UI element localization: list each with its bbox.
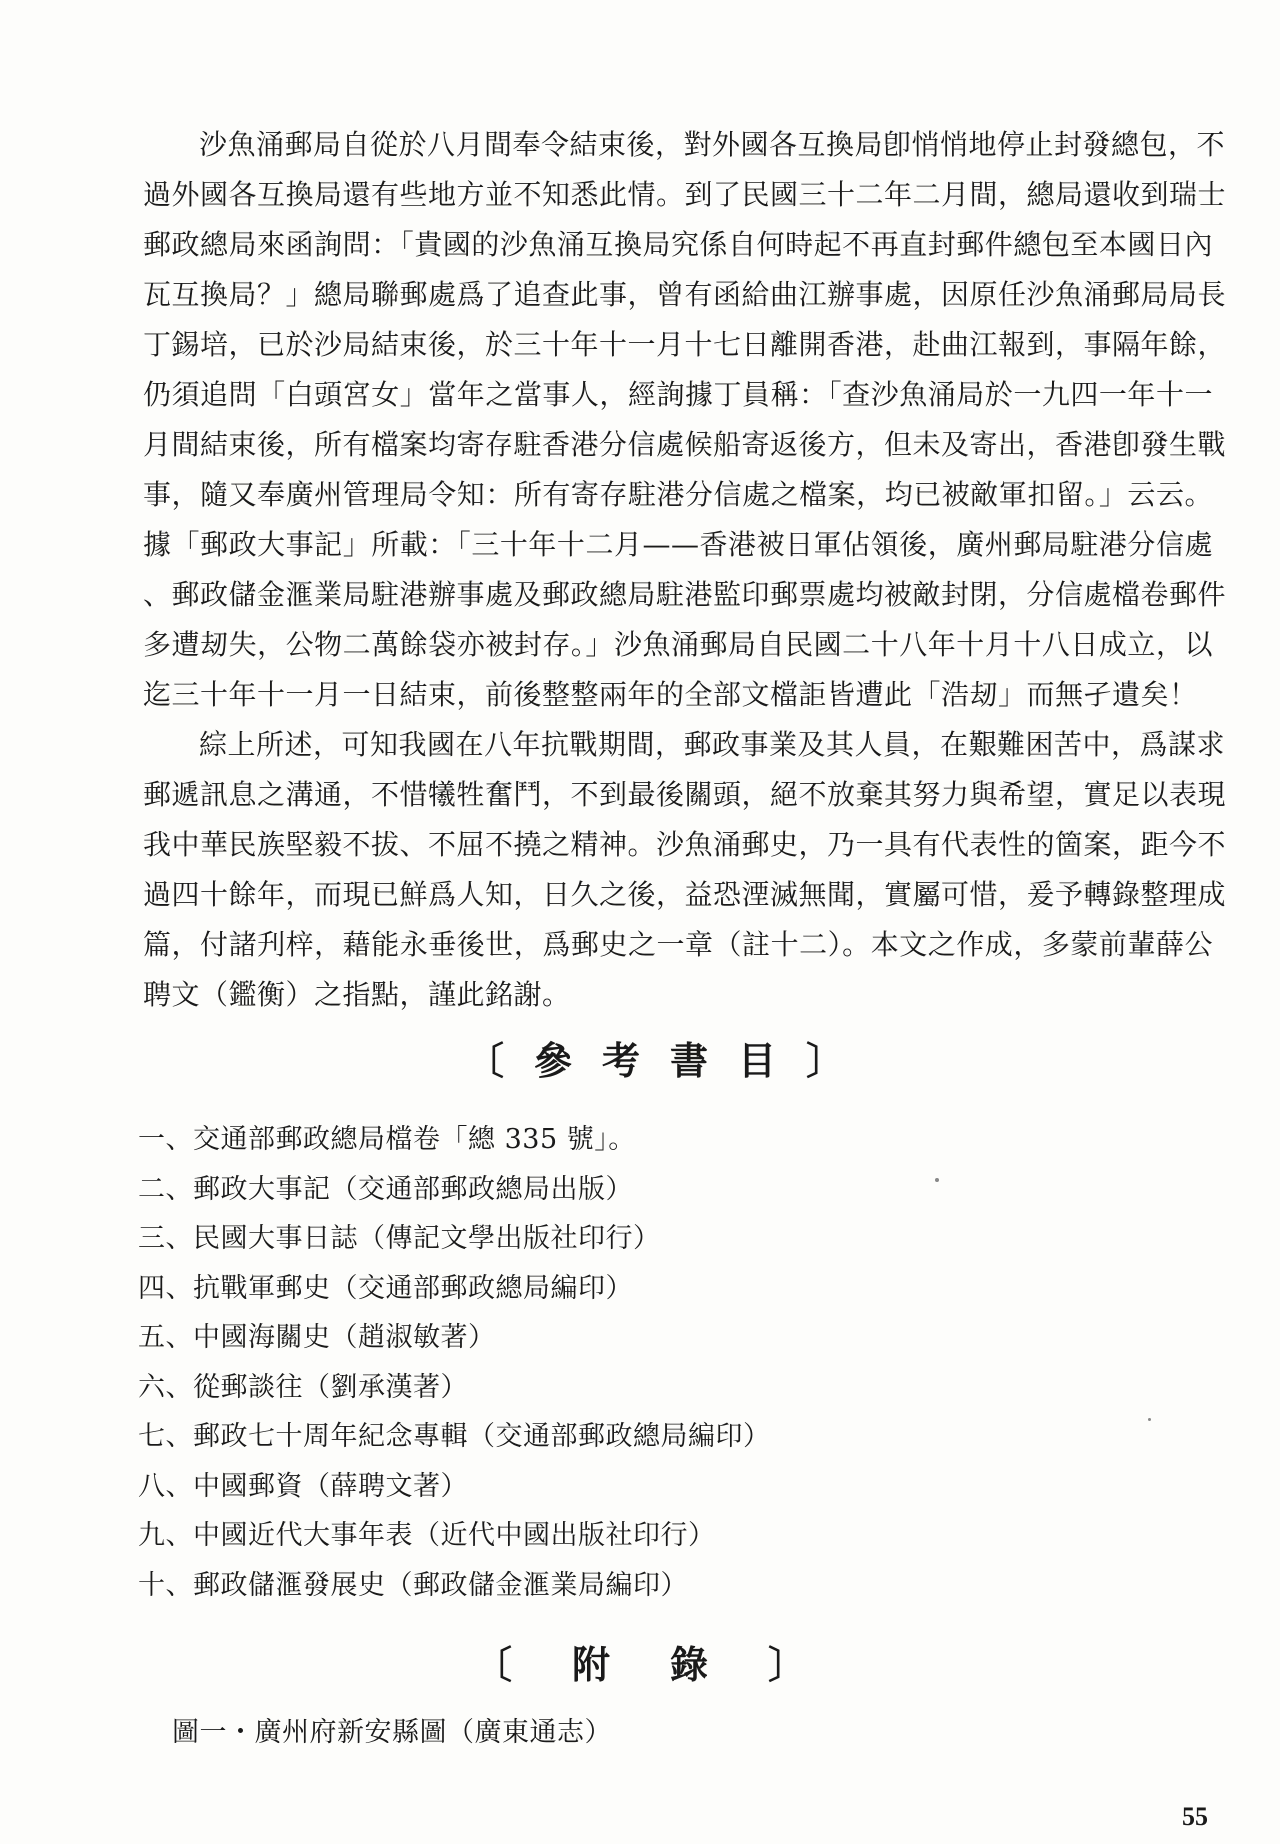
paragraph-2 <box>143 720 1227 1020</box>
reference-item: 九、中國近代大事年表（近代中國出版社印行） <box>138 1520 716 1551</box>
reference-item: 三、民國大事日誌（傳記文學出版社印行） <box>138 1223 661 1254</box>
text-line: 丁錫培，已於沙局結束後，於三十年十一月十七日離開香港，赴曲江報到，事隔年餘， <box>143 328 1227 361</box>
text-line: 篇，付諸刋梓，藉能永垂後世，爲郵史之一章（註十二）。本文之作成，多蒙前輩薛公 <box>143 928 1213 961</box>
reference-item: 七、郵政七十周年紀念專輯（交通部郵政總局編印） <box>138 1421 771 1452</box>
text-line: 我中華民族堅毅不拔、不屈不撓之精神。沙魚涌郵史，乃一具有代表性的箇案，距今不 <box>143 828 1227 861</box>
page-number: 55 <box>1182 1802 1208 1831</box>
paper-speck <box>1148 1418 1151 1421</box>
reference-item: 八、中國郵資（薛聘文著） <box>138 1470 468 1502</box>
reference-item: 六、從郵談往（劉承漢著） <box>138 1371 468 1403</box>
text-line: 沙魚涌郵局自從於八月間奉令結束後，對外國各互換局卽悄悄地停止封發總包，不 <box>199 128 1226 161</box>
reference-item: 四、抗戰軍郵史（交通部郵政總局編印） <box>138 1272 633 1304</box>
text-line: 郵政總局來函詢問：「貴國的沙魚涌互換局究係自何時起不再直封郵件總包至本國日內 <box>143 228 1213 261</box>
text-line: 過外國各互換局還有些地方並不知悉此情。到了民國三十二年二月間，總局還收到瑞士 <box>143 178 1227 211</box>
text-line: 仍須追問「白頭宮女」當年之當事人，經詢據丁員稱：「查沙魚涌局於一九四一年十一 <box>143 378 1213 411</box>
text-line: 迄三十年十一月一日結束，前後整整兩年的全部文檔詎皆遭此「浩刼」而無孑遺矣！ <box>143 678 1198 711</box>
references-heading: 〔參考書目〕 <box>465 1038 874 1083</box>
appendix-item: 圖一・廣州府新安縣圖（廣東通志） <box>172 1717 612 1748</box>
text-line: 郵遞訊息之溝通，不惜犧牲奮鬥，不到最後關頭，絕不放棄其努力與希望，實足以表現 <box>143 778 1227 811</box>
reference-item: 一、交通部郵政總局檔卷「總 335 號」。 <box>138 1124 636 1155</box>
text-line: 事，隨又奉廣州管理局令知：所有寄存駐港分信處之檔案，均已被敵軍扣留。」云云。 <box>143 478 1213 511</box>
text-line: 聘文（鑑衡）之指點，謹此銘謝。 <box>143 978 571 1011</box>
text-line: 多遭刼失，公物二萬餘袋亦被封存。」沙魚涌郵局自民國二十八年十月十八日成立，以 <box>143 628 1213 661</box>
references-list <box>138 1115 771 1610</box>
reference-item: 十、郵政儲滙發展史（郵政儲金滙業局編印） <box>138 1569 688 1601</box>
text-line: 據「郵政大事記」所載：「三十年十二月——香港被日軍佔領後，廣州郵局駐港分信處 <box>143 528 1213 561</box>
reference-item: 二、郵政大事記（交通部郵政總局出版） <box>138 1173 633 1205</box>
text-line: 過四十餘年，而現已鮮爲人知，日久之後，益恐湮滅無聞，實屬可惜，爰予轉錄整理成 <box>143 878 1227 911</box>
text-line: 月間結束後，所有檔案均寄存駐香港分信處候船寄返後方，但未及寄出，香港卽發生戰 <box>143 428 1227 461</box>
reference-item: 五、中國海關史（趙淑敏著） <box>138 1322 496 1353</box>
body-text <box>143 120 1227 1020</box>
paragraph-1 <box>143 120 1227 720</box>
text-line: 綜上所述，可知我國在八年抗戰期間，郵政事業及其人員，在艱難困苦中，爲謀求 <box>199 728 1226 761</box>
text-line: 瓦互換局？」總局聯郵處爲了追查此事，曾有函給曲江辦事處，因原任沙魚涌郵局局長 <box>143 278 1227 311</box>
appendix-heading: 〔附錄〕 <box>473 1642 866 1687</box>
paper-speck <box>935 1178 939 1182</box>
text-line: 、郵政儲金滙業局駐港辦事處及郵政總局駐港監印郵票處均被敵封閉，分信處檔卷郵件 <box>143 578 1227 611</box>
